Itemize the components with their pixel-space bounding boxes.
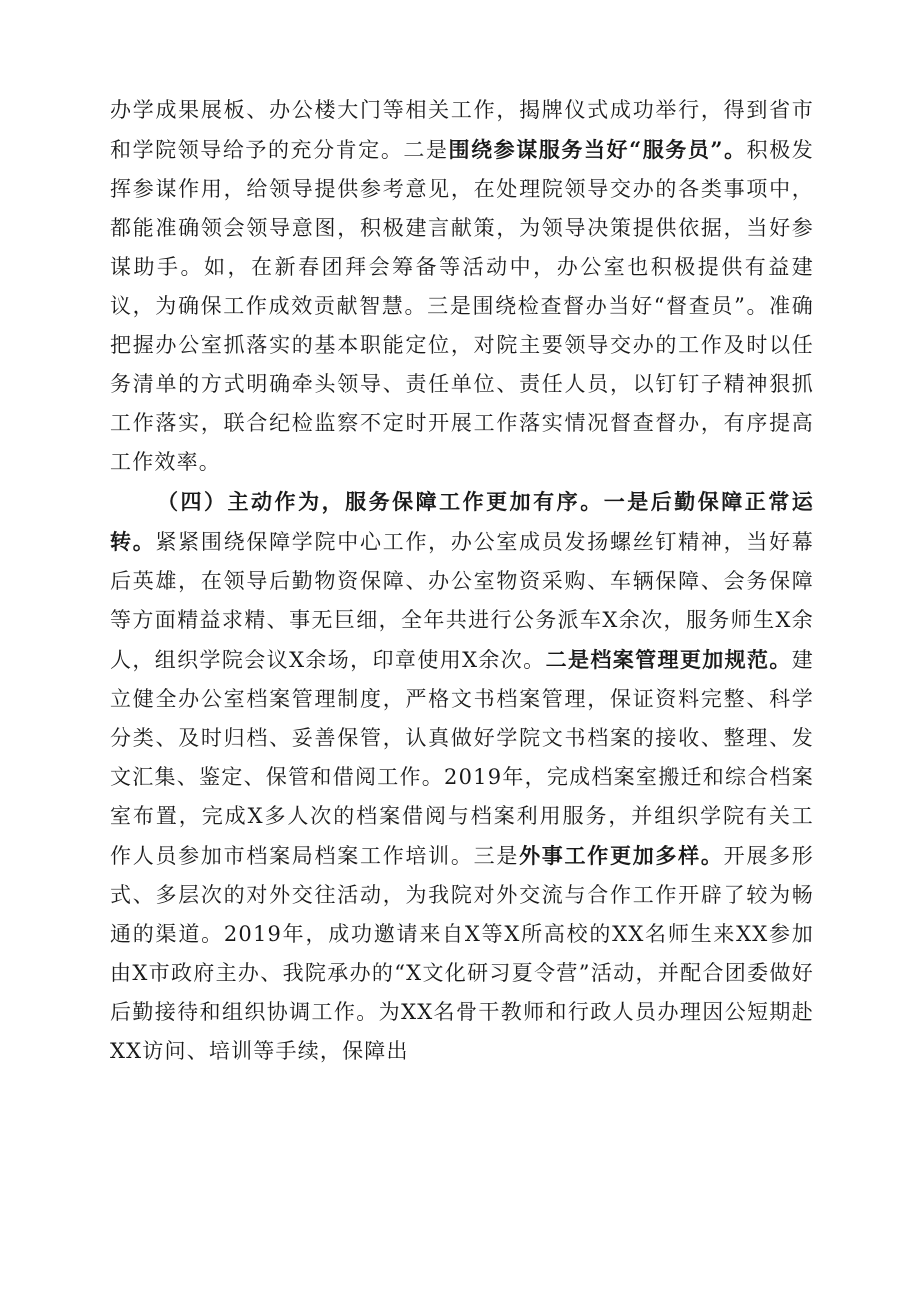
paragraph-continuation	[110, 91, 814, 482]
text-run: 紧紧围绕保障学院中心工作，办公室成员发扬螺丝钉精神，当好幕后英雄，在领导后勤物资保障、办公室物资采购、车辆保障、会务保障等方面精益求精、事无巨细，全年共进行公务派车X余次，服务师生X余人，组织学院会议X余场，印章使用X余次。	[110, 530, 814, 672]
bold-heading-run: （四）主动作为，服务保障工作更加有序。一是后勤保障正常运转。	[110, 489, 814, 554]
bold-heading-run: 二是档案管理更加规范。	[545, 647, 792, 672]
text-run: 办学成果展板、办公楼大门等相关工作，揭牌仪式成功举行，得到省市和学院领导给予的充分肯定。二是	[110, 98, 814, 162]
text-run: 开展多形式、多层次的对外交往活动，为我院对外交流与合作工作开辟了较为畅通的渠道。2019年，成功邀请来自X等X所高校的XX名师生来XX参加由X市政府主办、我院承办的“X文化研习夏令营”活动，并配合团委做好后勤接待和组织协调工作。为XX名骨干教师和行政人员办理因公短期赴XX访问、培训等手续，保障出	[110, 844, 814, 1063]
bold-heading-run: 外事工作更加多样。	[519, 843, 724, 868]
text-run: 建立健全办公室档案管理制度，严格文书档案管理，保证资料完整、科学分类、及时归档、妥善保管，认真做好学院文书档案的接收、整理、发文汇集、鉴定、保管和借阅工作。2019年，完成档案室搬迁和综合档案室布置，完成X多人次的档案借阅与档案利用服务，并组织学院有关工作人员参加市档案局档案工作培训。三是	[110, 648, 814, 868]
paragraph-section-four	[110, 482, 814, 1071]
document-page	[110, 91, 814, 1071]
bold-heading-run: 围绕参谋服务当好“服务员”。	[448, 137, 747, 162]
text-run: 积极发挥参谋作用，给领导提供参考意见，在处理院领导交办的各类事项中，都能准确领会领导意图，积极建言献策，为领导决策提供依据，当好参谋助手。如，在新春团拜会筹备等活动中，办公室也积极提供有益建议，为确保工作成效贡献智慧。三是围绕检查督办当好“督查员”。准确把握办公室抓落实的基本职能定位，对院主要领导交办的工作及时以任务清单的方式明确牵头领导、责任单位、责任人员，以钉钉子精神狠抓工作落实，联合纪检监察不定时开展工作落实情况督查督办，有序提高工作效率。	[110, 138, 814, 474]
